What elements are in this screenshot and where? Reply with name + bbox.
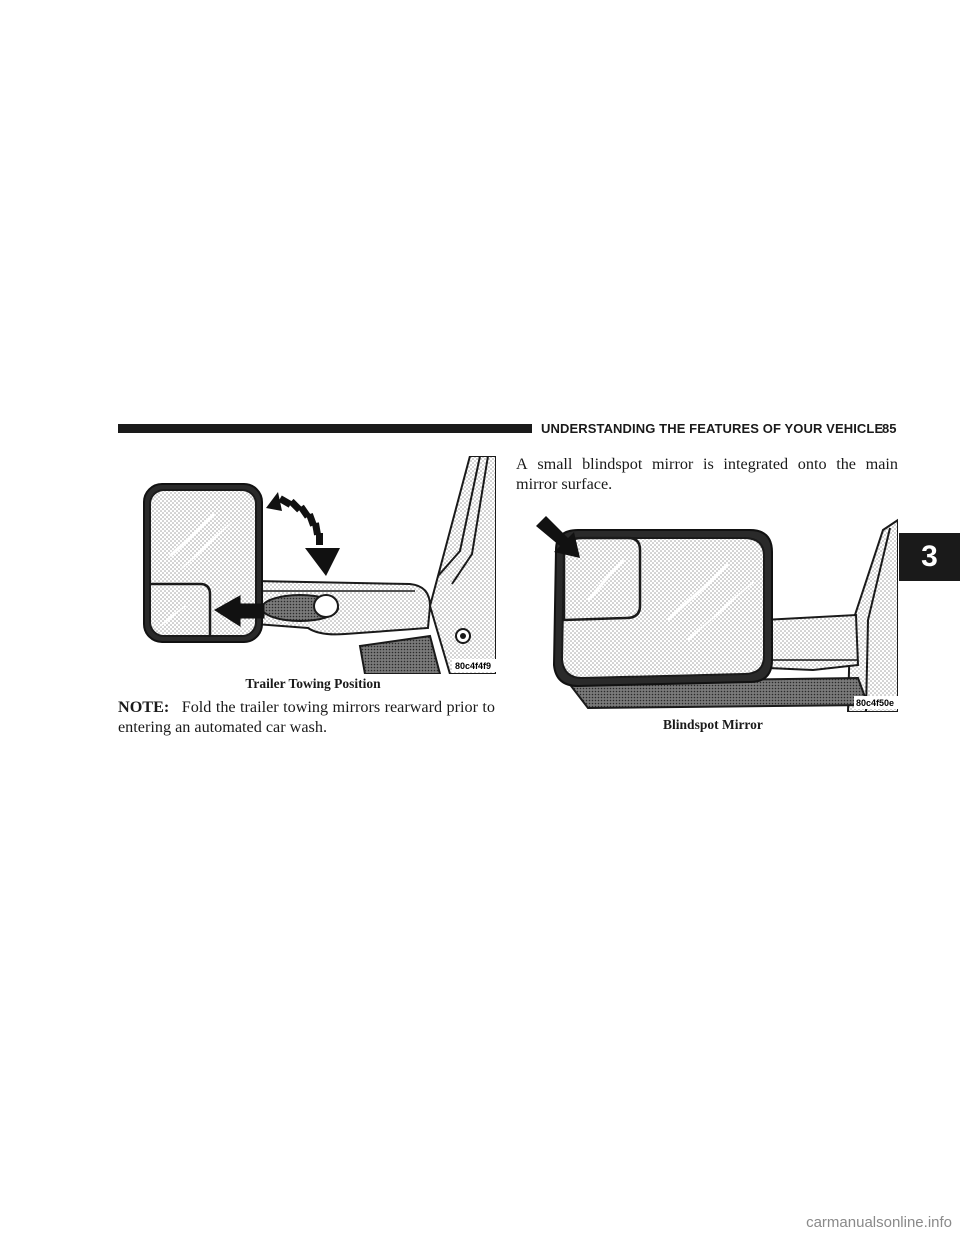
blindspot-word: onto <box>797 455 827 473</box>
chapter-tab: 3 <box>899 533 960 581</box>
figure-code: 80c4f50e <box>856 698 895 708</box>
blindspot-word: blindspot <box>582 455 643 473</box>
note-word: mirrors <box>332 698 381 716</box>
page-header-title: UNDERSTANDING THE FEATURES OF YOUR VEHICLE <box>541 421 884 436</box>
blindspot-mirror-illustration <box>528 510 898 712</box>
note-line-1 <box>118 697 495 717</box>
note-label: NOTE: <box>118 698 170 716</box>
blindspot-mirror-caption: Blindspot Mirror <box>663 717 763 732</box>
note-word: towing <box>283 698 329 716</box>
blindspot-line-2: mirror surface. <box>516 475 613 493</box>
note-word: to <box>482 698 495 716</box>
watermark: carmanualsonline.info <box>806 1214 952 1231</box>
note-word: the <box>215 698 236 716</box>
blindspot-word: is <box>702 455 714 473</box>
note-word: prior <box>446 698 478 716</box>
note-word: Fold <box>181 698 212 716</box>
blindspot-line-1 <box>516 454 898 474</box>
blindspot-mirror-figure <box>528 510 898 712</box>
figure-code: 80c4f4f9 <box>455 661 492 671</box>
blindspot-word: mirror <box>651 455 694 473</box>
blindspot-word: small <box>537 455 573 473</box>
trailer-towing-illustration <box>130 456 496 674</box>
trailer-towing-caption: Trailer Towing Position <box>245 676 381 691</box>
trailer-towing-figure <box>130 456 496 674</box>
note-paragraph <box>118 697 495 737</box>
note-word: rearward <box>384 698 443 716</box>
blindspot-word: integrated <box>723 455 789 473</box>
header-rule <box>118 424 532 433</box>
note-line-2: entering an automated car wash. <box>118 718 327 736</box>
blindspot-word: main <box>865 455 898 473</box>
note-word: trailer <box>240 698 279 716</box>
page-number: 85 <box>882 421 897 436</box>
blindspot-paragraph <box>516 454 898 494</box>
blindspot-word: A <box>516 455 528 473</box>
blindspot-word: the <box>836 455 856 473</box>
